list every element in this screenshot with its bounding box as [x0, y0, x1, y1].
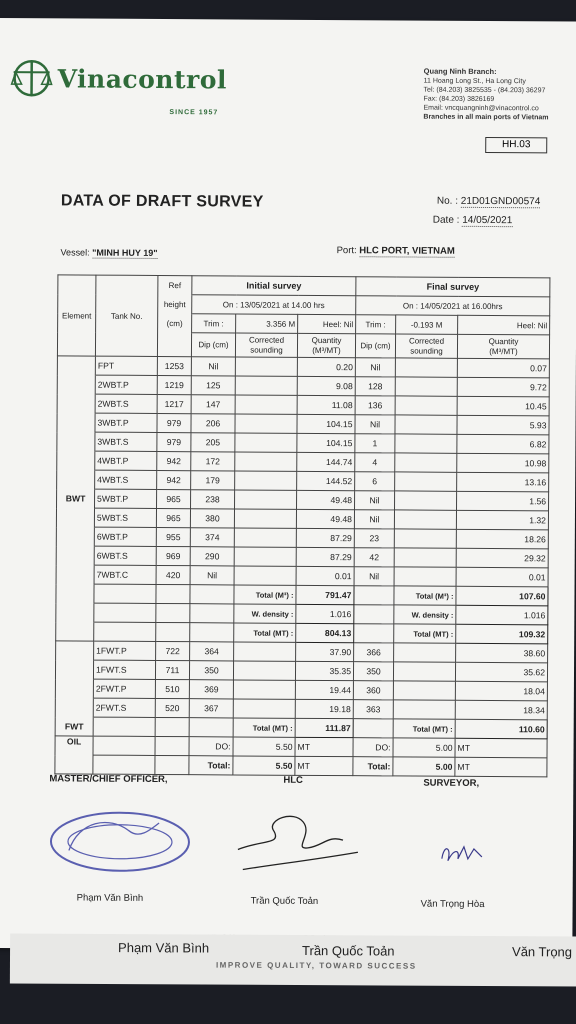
quantity-initial-cell: 49.48	[296, 509, 354, 528]
element-cell	[56, 546, 94, 565]
branch-line: Email: vncquangninh@vinacontrol.co	[423, 104, 539, 113]
quantity-final-cell: 38.60	[456, 643, 548, 663]
dip-final-cell: 350	[353, 662, 393, 681]
tank-cell: 6WBT.S	[94, 546, 156, 565]
quantity-final-cell: 1.32	[456, 510, 548, 530]
quantity-initial-cell: 104.15	[297, 414, 355, 433]
quantity-initial-cell: 49.48	[297, 490, 355, 509]
hlc-signature	[233, 809, 363, 880]
sounding-final-cell	[394, 548, 456, 567]
dip-initial-cell: 172	[191, 452, 235, 471]
element-cell	[57, 451, 95, 470]
sounding-initial-cell	[233, 680, 295, 699]
tank-cell: 5WBT.S	[94, 508, 156, 527]
fwt-total-label: Total (MT) :	[233, 718, 295, 737]
sounding-final-cell	[395, 396, 457, 415]
quantity-initial-cell: 19.18	[295, 699, 353, 718]
document-title: DATA OF DRAFT SURVEY	[60, 192, 264, 211]
hlc-name: Trần Quốc Toản	[250, 895, 319, 907]
dip-initial-cell: 364	[190, 642, 234, 661]
dip-initial-cell: 125	[191, 376, 235, 395]
sounding-final-cell	[395, 453, 457, 472]
quantity-final-cell: 6.82	[457, 434, 549, 454]
tank-cell: 2FWT.S	[93, 698, 155, 717]
ref-cell: 955	[156, 527, 190, 546]
dip-initial-cell: 369	[189, 680, 233, 699]
tank-cell: 2WBT.P	[95, 375, 157, 394]
sounding-final-cell	[394, 529, 456, 548]
element-cell	[57, 375, 95, 394]
sounding-initial-cell	[235, 433, 297, 452]
hlc-title: HLC	[283, 774, 303, 786]
ref-cell: 965	[156, 508, 190, 527]
tank-cell: FPT	[95, 356, 157, 375]
ref-cell: 510	[155, 679, 189, 698]
form-code: HH.03	[485, 137, 547, 153]
element-cell	[57, 489, 95, 508]
dip-final-cell: Nil	[354, 510, 394, 529]
sounding-initial-cell	[234, 509, 296, 528]
quantity-final-cell: 18.34	[455, 700, 547, 720]
final-on: On : 14/05/2021 at 16.00hrs	[356, 296, 550, 316]
element-cell	[55, 679, 93, 698]
final-trim-label: Trim :	[356, 315, 396, 334]
sounding-initial-cell	[235, 490, 297, 509]
quantity-initial-cell: 104.15	[297, 433, 355, 452]
cm-header: (cm)	[158, 313, 192, 332]
dip-final-cell: 42	[354, 548, 394, 567]
company-name: Vinacontrol	[57, 63, 228, 94]
quantity-initial-cell: 144.74	[297, 452, 355, 471]
corrected-header: Corrected sounding	[235, 333, 297, 357]
draft-survey-table	[54, 274, 550, 777]
ref-header: Ref	[158, 275, 192, 294]
element-cell	[57, 470, 95, 489]
sounding-initial-cell	[235, 395, 297, 414]
tank-cell: 2WBT.S	[95, 394, 157, 413]
element-header: Element	[57, 275, 95, 356]
ref-cell: 942	[157, 470, 191, 489]
scales-icon	[10, 58, 54, 98]
density-label: W. density :	[394, 605, 456, 624]
sounding-initial-cell	[233, 699, 295, 718]
dip-initial-cell: 350	[189, 661, 233, 680]
dip-initial-cell: 205	[191, 433, 235, 452]
density-label: W. density :	[234, 604, 296, 623]
header-row	[58, 275, 550, 297]
quantity-final-cell: 0.01	[456, 567, 548, 587]
density-initial: 1.016	[296, 604, 354, 623]
sounding-final-cell	[393, 700, 455, 719]
company-stamp	[49, 810, 191, 873]
initial-survey-header: Initial survey	[192, 276, 356, 296]
ref-cell: 711	[155, 660, 189, 679]
dip-initial-cell: 147	[191, 395, 235, 414]
quantity-initial-cell: 144.52	[297, 471, 355, 490]
dip-final-cell: Nil	[355, 491, 395, 510]
bwt-total-mt-label: Total (MT) :	[394, 624, 456, 643]
surveyor-signature	[438, 839, 488, 869]
port-field: Port: HLC PORT, VIETNAM	[336, 245, 455, 257]
quantity-final-cell: 10.45	[457, 396, 549, 416]
sounding-final-cell	[395, 377, 457, 396]
sounding-final-cell	[395, 415, 457, 434]
next-page-name: Phạm Văn Bình	[118, 940, 210, 956]
fwt-total-initial: 111.87	[295, 718, 353, 737]
sounding-initial-cell	[233, 661, 295, 680]
sounding-initial-cell	[234, 642, 296, 661]
dip-final-cell: 128	[355, 377, 395, 396]
quantity-final-cell: 13.16	[457, 472, 549, 492]
dip-initial-cell: 238	[191, 490, 235, 509]
sounding-initial-cell	[234, 566, 296, 585]
element-cell	[55, 660, 93, 679]
oil-total-initial: 5.50	[233, 756, 295, 775]
quantity-final-cell: 29.32	[456, 548, 548, 568]
quantity-header: Quantity (M³/MT)	[457, 334, 549, 359]
dip-final-cell: 136	[355, 396, 395, 415]
branch-title: Quang Ninh Branch:	[423, 66, 497, 77]
ref-cell: 1253	[157, 356, 191, 375]
quantity-final-cell: 5.93	[457, 415, 549, 435]
element-cell	[56, 527, 94, 546]
tank-cell: 3WBT.S	[95, 432, 157, 451]
ref-cell: 1217	[157, 394, 191, 413]
dip-final-cell: 360	[353, 681, 393, 700]
since-text: SINCE 1957	[169, 109, 219, 117]
dip-final-cell: 363	[353, 700, 393, 719]
element-cell	[57, 413, 95, 432]
initial-trim-label: Trim :	[192, 314, 236, 333]
do-label: DO:	[189, 737, 233, 756]
document-number: No. : 21D01GND00574	[436, 195, 541, 208]
dip-final-cell: 1	[355, 434, 395, 453]
initial-heel: Heel: Nil	[298, 314, 356, 333]
ref-cell: 722	[156, 641, 190, 660]
dip-initial-cell: Nil	[191, 357, 235, 376]
density-final: 1.016	[456, 605, 548, 625]
sounding-initial-cell	[234, 528, 296, 547]
dip-initial-cell: 206	[191, 414, 235, 433]
dip-initial-cell: Nil	[190, 566, 234, 585]
surveyor-name: Văn Trọng Hòa	[420, 898, 485, 910]
vinacontrol-logo	[10, 58, 228, 99]
fwt-total-final: 110.60	[455, 719, 547, 739]
sounding-final-cell	[393, 662, 455, 681]
element-cell	[57, 432, 95, 451]
tank-header: Tank No.	[95, 275, 157, 356]
sounding-initial-cell	[235, 471, 297, 490]
branch-line: Branches in all main ports of Vietnam	[423, 113, 549, 122]
bwt-total-mt-label: Total (MT) :	[234, 623, 296, 642]
master-title: MASTER/CHIEF OFFICER,	[49, 773, 168, 786]
sounding-final-cell	[395, 358, 457, 377]
quantity-final-cell: 18.26	[456, 529, 548, 549]
tank-cell: 6WBT.P	[94, 527, 156, 546]
initial-trim: 3.356 M	[236, 314, 298, 333]
quantity-header: Quantity (M³/MT)	[297, 333, 355, 357]
oil-total-label: Total:	[189, 756, 233, 775]
next-page-strip	[10, 934, 576, 987]
dip-final-cell: 23	[354, 529, 394, 548]
master-name: Phạm Văn Bình	[76, 892, 144, 904]
document-date: Date : 14/05/2021	[432, 214, 513, 227]
tank-cell: 1FWT.S	[93, 660, 155, 679]
quantity-initial-cell: 9.08	[297, 376, 355, 395]
element-cell	[57, 356, 95, 375]
tank-cell: 3WBT.P	[95, 413, 157, 432]
final-trim: -0.193 M	[396, 315, 458, 334]
do-final: 5.00	[393, 738, 455, 757]
bwt-total-m3-label: Total (M³) :	[394, 586, 456, 605]
fwt-total-label: Total (MT) :	[393, 719, 455, 738]
ref-cell: 420	[156, 565, 190, 584]
dip-final-cell: Nil	[354, 567, 394, 586]
sounding-initial-cell	[235, 452, 297, 471]
dip-header: Dip (cm)	[191, 333, 235, 357]
sounding-final-cell	[394, 567, 456, 586]
quantity-final-cell: 0.07	[457, 358, 549, 378]
fwt-label: FWT	[64, 721, 84, 732]
do-unit: MT	[455, 738, 547, 758]
branch-line: 11 Hoang Long St., Ha Long City	[423, 77, 526, 86]
dip-initial-cell: 374	[190, 528, 234, 547]
sounding-initial-cell	[234, 547, 296, 566]
bwt-total-m3-initial: 791.47	[296, 585, 354, 604]
tank-cell: 1FWT.P	[94, 641, 156, 660]
element-cell	[56, 508, 94, 527]
quantity-initial-cell: 37.90	[296, 642, 354, 661]
ref-cell: 965	[157, 489, 191, 508]
quantity-initial-cell: 0.20	[297, 357, 355, 376]
element-cell	[56, 641, 94, 660]
do-label: DO:	[353, 738, 393, 757]
dip-initial-cell: 290	[190, 547, 234, 566]
sounding-initial-cell	[235, 376, 297, 395]
branch-line: Tel: (84.203) 3825535 - (84.203) 36297	[423, 86, 546, 95]
sounding-final-cell	[395, 491, 457, 510]
sounding-final-cell	[393, 681, 455, 700]
ref-cell: 942	[157, 451, 191, 470]
oil-unit: MT	[455, 757, 547, 777]
element-cell	[56, 565, 94, 584]
bwt-total-mt-final: 109.32	[456, 624, 548, 644]
quantity-initial-cell: 87.29	[296, 528, 354, 547]
final-heel: Heel: Nil	[458, 315, 550, 335]
oil-total-final: 5.00	[393, 757, 455, 776]
tank-cell: 5WBT.P	[95, 489, 157, 508]
branch-info	[423, 67, 548, 123]
dip-initial-cell: 380	[190, 509, 234, 528]
corrected-header: Corrected sounding	[395, 334, 457, 358]
next-page-motto: IMPROVE QUALITY, TOWARD SUCCESS	[215, 960, 417, 971]
quantity-final-cell: 35.62	[455, 662, 547, 682]
ref-cell: 1219	[157, 375, 191, 394]
quantity-final-cell: 9.72	[457, 377, 549, 397]
oil-unit: MT	[295, 756, 353, 775]
ref-cell: 979	[157, 432, 191, 451]
ref-cell: 969	[156, 546, 190, 565]
tank-cell: 2FWT.P	[93, 679, 155, 698]
next-page-name: Văn Trọng	[512, 944, 573, 960]
quantity-initial-cell: 11.08	[297, 395, 355, 414]
dip-final-cell: 366	[354, 643, 394, 662]
height-header: height	[158, 294, 192, 313]
quantity-final-cell: 1.56	[457, 491, 549, 511]
quantity-final-cell: 10.98	[457, 453, 549, 473]
tank-cell: 4WBT.P	[95, 451, 157, 470]
quantity-initial-cell: 19.44	[295, 680, 353, 699]
sounding-final-cell	[394, 643, 456, 662]
ref-cell: 520	[155, 698, 189, 717]
dip-initial-cell: 367	[189, 699, 233, 718]
element-cell	[55, 698, 93, 717]
ref-cell: 979	[157, 413, 191, 432]
bwt-total-m3-final: 107.60	[456, 586, 548, 606]
sounding-initial-cell	[235, 357, 297, 376]
bwt-total-m3-label: Total (M³) :	[234, 585, 296, 604]
dip-final-cell: Nil	[355, 415, 395, 434]
dip-final-cell: 6	[355, 472, 395, 491]
sounding-initial-cell	[235, 414, 297, 433]
next-page-name: Trần Quốc Toản	[302, 943, 395, 959]
document-page	[0, 18, 576, 952]
initial-on: On : 13/05/2021 at 14.00 hrs	[192, 295, 356, 315]
vessel-field: Vessel: "MINH HUY 19"	[60, 247, 158, 258]
tank-cell: 7WBT.C	[94, 565, 156, 584]
quantity-initial-cell: 35.35	[295, 661, 353, 680]
do-initial: 5.50	[233, 737, 295, 756]
quantity-initial-cell: 87.29	[296, 547, 354, 566]
sounding-final-cell	[394, 510, 456, 529]
sounding-final-cell	[395, 434, 457, 453]
do-unit: MT	[295, 737, 353, 756]
bwt-total-mt-initial: 804.13	[296, 623, 354, 642]
dip-initial-cell: 179	[191, 471, 235, 490]
surveyor-title: SURVEYOR,	[423, 777, 480, 789]
quantity-initial-cell: 0.01	[296, 566, 354, 585]
sounding-final-cell	[395, 472, 457, 491]
branch-line: Fax: (84.203) 3826169	[423, 95, 495, 104]
element-cell	[57, 394, 95, 413]
oil-label: OIL	[66, 736, 82, 747]
final-survey-header: Final survey	[356, 277, 550, 297]
dip-header: Dip (cm)	[355, 334, 395, 358]
dip-final-cell: 4	[355, 453, 395, 472]
tank-cell: 4WBT.S	[95, 470, 157, 489]
dip-final-cell: Nil	[355, 358, 395, 377]
quantity-final-cell: 18.04	[455, 681, 547, 701]
oil-total-label: Total:	[353, 757, 393, 776]
bwt-label: BWT	[65, 493, 86, 504]
